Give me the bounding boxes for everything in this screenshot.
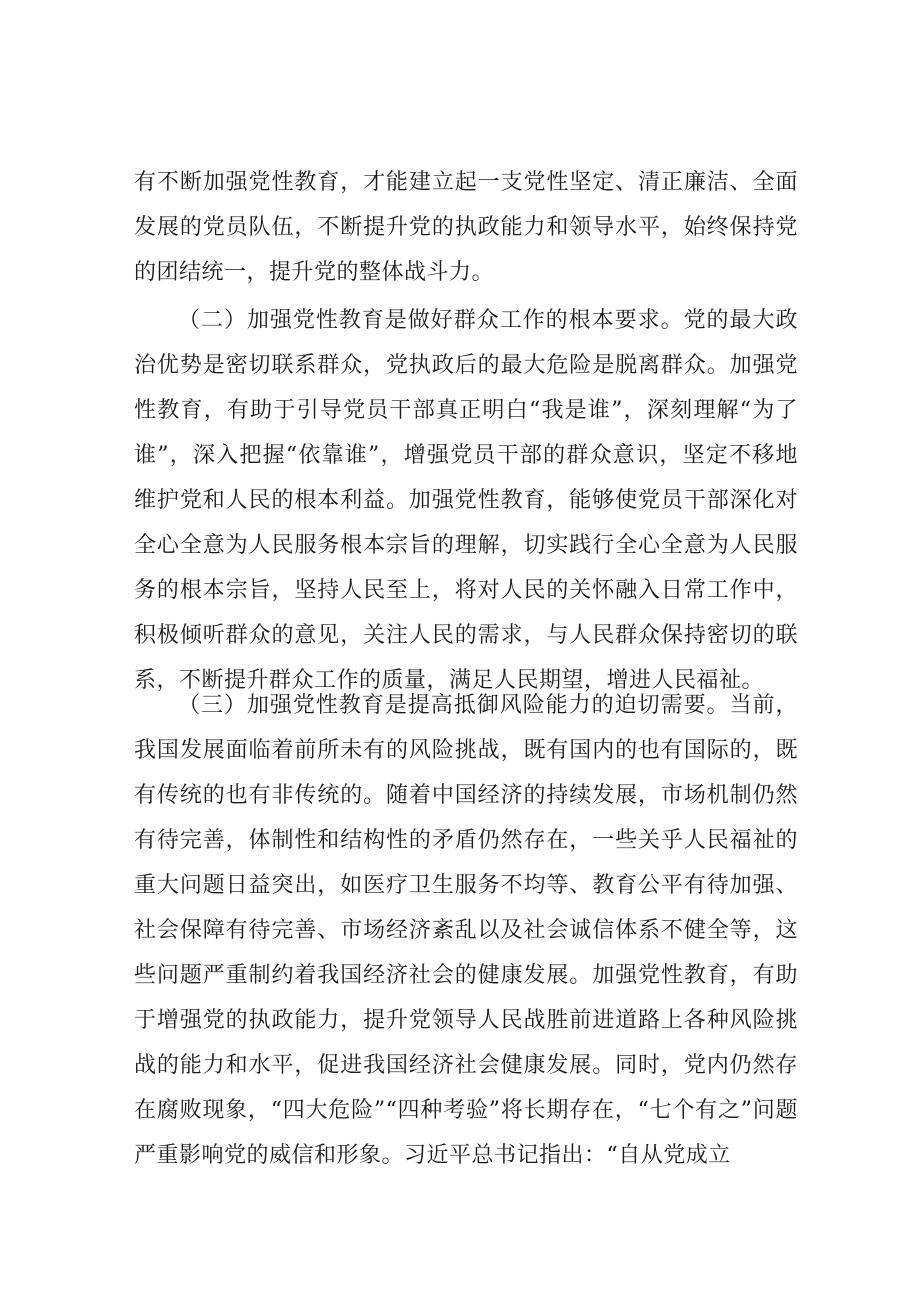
paragraph-1-text: 有不断加强党性教育，才能建立起一支党性坚定、清正廉洁、全面发展的党员队伍，不断提升党的执政能力和领导水平，始终保持党的团结统一，提升党的整体战斗力。 [134,170,798,285]
paragraph-3-text: （三）加强党性教育是提高抵御风险能力的迫切需要。当前，我国发展面临着前所未有的风险挑战，既有国内的也有国际的，既有传统的也有非传统的。随着中国经济的持续发展，市场机制仍然有待完善，体制性和结构性的矛盾仍然存在，一些关乎人民福祉的重大问题日益突出，如医疗卫生服务不均等、教育公平有待加强、社会保障有待完善、市场经济紊乱以及社会诚信体系不健全等，这些问题严重制约着我国经济社会的健康发展。加强党性教育，有助于增强党的执政能力，提升党领导人民战胜前进道路上各种风险挑战的能力和水平，促进我国经济社会健康发展。同时，党内仍然存在腐败现象，“四大危险”“四种考验”将长期存在，“七个有之”问题严重影响党的威信和形象。习近平总书记指出：“自从党成立 [134,693,798,1168]
paragraph-continuation [134,160,798,295]
paragraph-section-two [134,298,798,703]
paragraph-2-text: （二）加强党性教育是做好群众工作的根本要求。党的最大政治优势是密切联系群众，党执政后的最大危险是脱离群众。加强党性教育，有助于引导党员干部真正明白“我是谁”，深刻理解“为了谁”，深入把握“依靠谁”，增强党员干部的群众意识，坚定不移地维护党和人民的根本利益。加强党性教育，能够使党员干部深化对全心全意为人民服务根本宗旨的理解，切实践行全心全意为人民服务的根本宗旨，坚持人民至上，将对人民的关怀融入日常工作中，积极倾听群众的意见，关注人民的需求，与人民群众保持密切的联系，不断提升群众工作的质量，满足人民期望，增进人民福祉。 [134,308,798,693]
paragraph-section-three [134,683,798,1178]
